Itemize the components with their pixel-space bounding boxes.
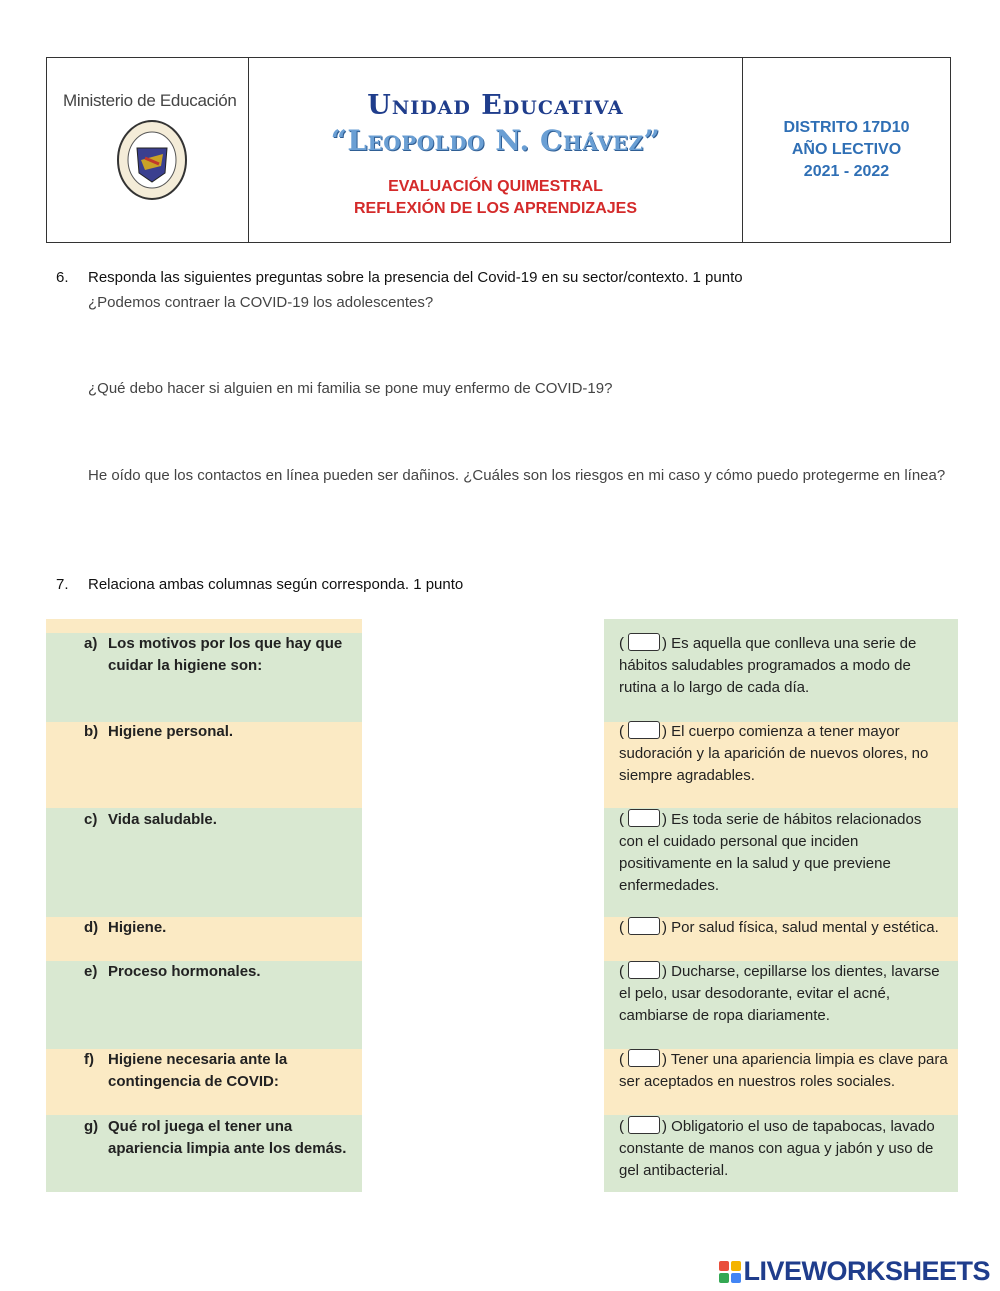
question-7-number: 7. xyxy=(56,576,69,593)
list-item: c) Vida saludable. xyxy=(84,811,217,828)
evaluation-line1: EVALUACIÓN QUIMESTRAL xyxy=(388,178,603,195)
list-item: g) Qué rol juega el tener una apariencia limpia ante los demás. xyxy=(84,1118,347,1157)
list-item: b) Higiene personal. xyxy=(84,723,234,740)
list-item: ( ) Ducharse, cepillarse los dientes, lavarse el pelo, usar desodorante, evitar el acné, cambiarse de ropa diariamente. xyxy=(619,963,940,1024)
list-item: ( ) Es toda serie de hábitos relacionados con el cuidado personal que inciden positivamente en la salud y que previene enfermedades. xyxy=(619,811,922,894)
header-table xyxy=(46,57,951,243)
left-column xyxy=(46,619,362,1192)
list-item: a) Los motivos por los que hay que cuidar la higiene son: xyxy=(84,635,343,674)
answer-box[interactable] xyxy=(628,917,660,935)
question-6-text: Responda las siguientes preguntas sobre la presencia del Covid-19 en su sector/contexto. 1 punto xyxy=(88,269,743,286)
list-item: ( ) Es aquella que conlleva una serie de hábitos saludables programados a modo de rutina a lo largo de cada día. xyxy=(619,635,917,696)
evaluation-title xyxy=(249,176,742,220)
answer-box[interactable] xyxy=(628,633,660,651)
question-7-text: Relaciona ambas columnas según corresponda. 1 punto xyxy=(88,576,464,593)
answer-box[interactable] xyxy=(628,1049,660,1067)
question-6-number: 6. xyxy=(56,269,69,286)
question-6-title xyxy=(56,269,743,286)
district-cell xyxy=(743,58,950,242)
liveworksheets-logo xyxy=(719,1256,990,1287)
right-column xyxy=(604,619,958,1192)
list-item: ( ) Tener una apariencia limpia es clave para ser aceptados en nuestros roles sociales. xyxy=(619,1051,948,1090)
answer-box[interactable] xyxy=(628,961,660,979)
year-label: AÑO LECTIVO xyxy=(791,141,902,158)
question-7-title xyxy=(56,576,463,593)
list-item: ( ) El cuerpo comienza a tener mayor sudoración y la aparición de nuevos olores, no siempre agradables. xyxy=(619,723,929,784)
district: DISTRITO 17D10 xyxy=(783,119,910,136)
school-cell xyxy=(249,58,743,242)
answer-box[interactable] xyxy=(628,721,660,739)
list-item: e) Proceso hormonales. xyxy=(84,963,261,980)
question-6-sub1: ¿Podemos contraer la COVID-19 los adolescentes? xyxy=(88,294,434,311)
list-item: ( ) Obligatorio el uso de tapabocas, lavado constante de manos con agua y jabón y uso de gel antibacterial. xyxy=(619,1118,935,1179)
school-year: 2021 - 2022 xyxy=(803,163,890,180)
liveworksheets-brand: LIVEWORKSHEETS xyxy=(743,1256,990,1286)
school-seal-icon xyxy=(115,118,189,202)
question-6-sub3: He oído que los contactos en línea pueden ser dañinos. ¿Cuáles son los riesgos en mi caso y cómo puedo protegerme en línea? xyxy=(88,467,946,484)
school-name-line2: “Leopoldo N. Chávez” xyxy=(330,124,661,157)
list-item: d) Higiene. xyxy=(84,919,167,936)
liveworksheets-icon xyxy=(719,1261,741,1283)
evaluation-line2: REFLEXIÓN DE LOS APRENDIZAJES xyxy=(354,200,637,217)
answer-box[interactable] xyxy=(628,809,660,827)
ministry-cell xyxy=(47,58,249,242)
ministry-name: Ministerio de Educación xyxy=(63,91,237,110)
list-item: ( ) Por salud física, salud mental y estética. xyxy=(619,919,939,936)
answer-box[interactable] xyxy=(628,1116,660,1134)
list-item: f) Higiene necesaria ante la contingencia de COVID: xyxy=(84,1051,288,1090)
question-6-sub2: ¿Qué debo hacer si alguien en mi familia se pone muy enfermo de COVID-19? xyxy=(88,380,613,397)
school-name-line1: Unidad Educativa xyxy=(367,90,624,121)
